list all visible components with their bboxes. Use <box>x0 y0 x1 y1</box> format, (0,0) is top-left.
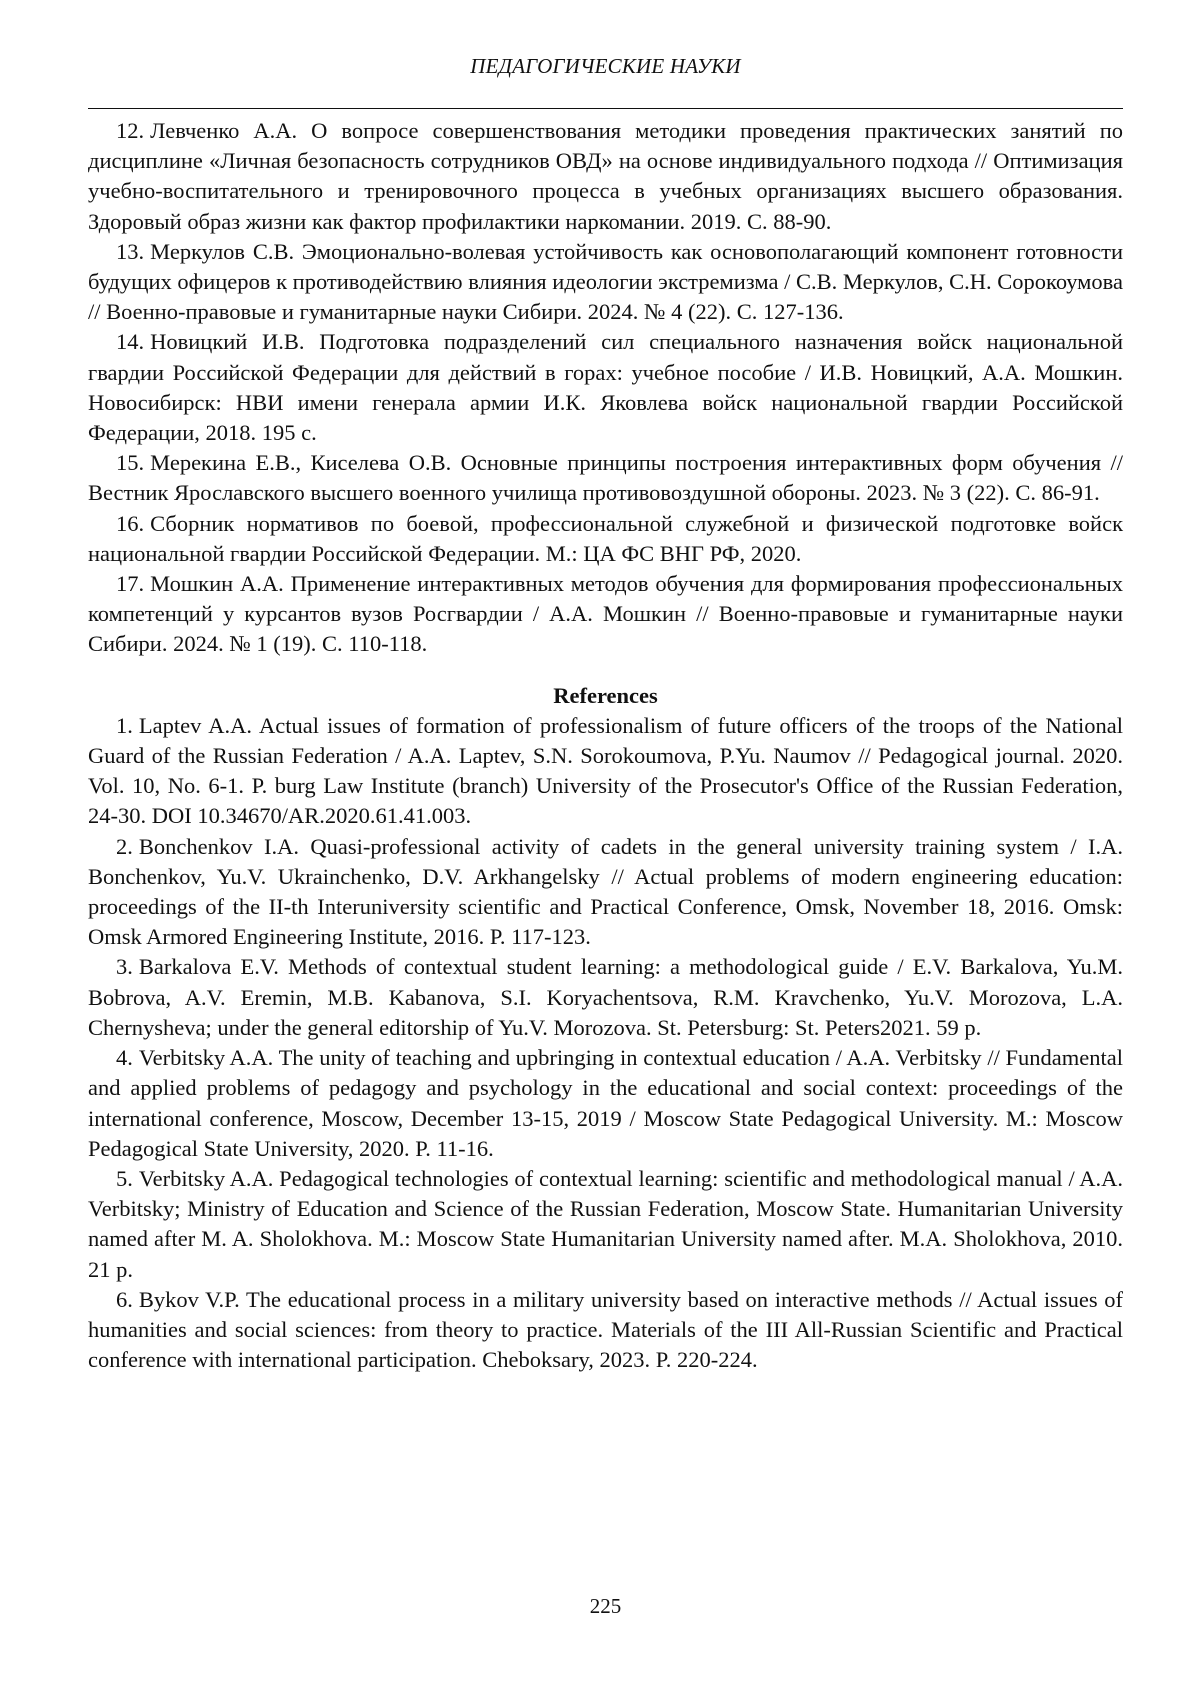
reference-item-3 <box>88 952 1123 1043</box>
reference-number: 1. <box>116 712 133 738</box>
reference-item-6 <box>88 1285 1123 1376</box>
running-head-title: ПЕДАГОГИЧЕСКИЕ НАУКИ <box>470 54 741 78</box>
reference-text: Bonchenkov I.A. Quasi-professional activity of cadets in the general university training system / I.A. Bonchenkov, Yu.V. Ukrainchenko, D.V. Arkhangelsky // Actual problems of modern engineering education: proceedings of the II-th Interuniversity scientific and Practical Conference, Omsk, November 18, 2016. Omsk: Omsk Armored Engineering Institute, 2016. P. 117-123. <box>88 833 1123 950</box>
russian-reference-list <box>88 116 1123 660</box>
reference-number: 14. <box>116 329 145 355</box>
reference-number: 6. <box>116 1286 133 1312</box>
reference-item-5 <box>88 1164 1123 1285</box>
reference-text: Мошкин А.А. Применение интерактивных методов обучения для формирования профессиональных компетенций у курсантов вузов Росгвардии / А.А. Мошкин // Военно-правовые и гуманитарные науки Сибири. 2024. № 1 (19). С. 110-118. <box>88 571 1123 657</box>
reference-item-13 <box>88 237 1123 328</box>
reference-number: 3. <box>116 954 133 980</box>
reference-number: 12. <box>116 118 145 143</box>
reference-item-12 <box>88 116 1123 237</box>
reference-number: 17. <box>116 571 145 597</box>
reference-number: 2. <box>116 833 133 859</box>
page-number: 225 <box>589 1594 622 1618</box>
reference-item-16 <box>88 509 1123 569</box>
reference-text: Сборник нормативов по боевой, профессиональной служебной и физической подготовке войск национальной гвардии Российской Федерации. М.: ЦА ФС ВНГ РФ, 2020. <box>88 510 1123 566</box>
references-heading: References <box>553 682 658 708</box>
reference-text: Левченко А.А. О вопросе совершенствования методики проведения практических занятий по дисциплине «Личная безопасность сотрудников ОВД» на основе индивидуального подхода // Оптимизация учебно-воспитательного и тренировочного процесса в учебных организациях высшего образования. Здоровый образ жизни как фактор профилактики наркомании. 2019. С. 88-90. <box>88 118 1123 234</box>
reference-text: Verbitsky A.A. Pedagogical technologies of contextual learning: scientific and methodological manual / A.A. Verbitsky; Ministry of Education and Science of the Russian Federation, Moscow State. Humanitarian University named after M. A. Sholokhova. M.: Moscow State Humanitarian University named after. M.A. Sholokhova, 2010. 21 p. <box>88 1165 1123 1282</box>
reference-text: Меркулов С.В. Эмоционально-волевая устойчивость как основополагающий компонент готовности будущих офицеров к противодействию влияния идеологии экстремизма / С.В. Меркулов, С.Н. Сорокоумова // Военно-правовые и гуманитарные науки Сибири. 2024. № 4 (22). С. 127-136. <box>88 238 1123 325</box>
page-body <box>88 116 1123 1375</box>
reference-text: Laptev A.A. Actual issues of formation of professionalism of future officers of the troops of the National Guard of the Russian Federation / A.A. Laptev, S.N. Sorokoumova, P.Yu. Naumov // Pedagogical journal. 2020. Vol. 10, No. 6-1. P. burg Law Institute (branch) University of the Prosecutor's Office of the Russian Federation, 24-30. DOI 10.34670/AR.2020.61.41.003. <box>88 712 1123 829</box>
reference-number: 5. <box>116 1165 133 1191</box>
header-divider <box>88 108 1123 109</box>
reference-number: 16. <box>116 510 145 536</box>
reference-item-1 <box>88 711 1123 832</box>
reference-number: 13. <box>116 238 145 264</box>
reference-text: Мерекина Е.В., Киселева О.В. Основные принципы построения интерактивных форм обучения // Вестник Ярославского высшего военного училища противовоздушной обороны. 2023. № 3 (22). С. 86-91. <box>88 450 1123 506</box>
reference-item-4 <box>88 1043 1123 1164</box>
reference-text: Bykov V.P. The educational process in a military university based on interactive methods // Actual issues of humanities and social sciences: from theory to practice. Materials of the III All-Russian Scientific and Practical conference with international participation. Cheboksary, 2023. P. 220-224. <box>88 1286 1123 1373</box>
reference-text: Barkalova E.V. Methods of contextual student learning: a methodological guide / E.V. Barkalova, Yu.M. Bobrova, A.V. Eremin, M.B. Kabanova, S.I. Koryachentsova, R.M. Kravchenko, Yu.V. Morozova, L.A. Chernysheva; under the general editorship of Yu.V. Morozova. St. Petersburg: St. Peters2021. 59 p. <box>88 954 1123 1040</box>
reference-item-14 <box>88 327 1123 448</box>
reference-number: 4. <box>116 1045 133 1071</box>
reference-item-17 <box>88 569 1123 660</box>
reference-item-2 <box>88 832 1123 953</box>
english-reference-list <box>88 711 1123 1375</box>
reference-text: Verbitsky A.A. The unity of teaching and upbringing in contextual education / A.A. Verbitsky // Fundamental and applied problems of pedagogy and psychology in the educational and social context: proceedings of the international conference, Moscow, December 13-15, 2019 / Moscow State Pedagogical University. M.: Moscow Pedagogical State University, 2020. P. 11-16. <box>88 1045 1123 1161</box>
reference-number: 15. <box>116 450 145 476</box>
reference-text: Новицкий И.В. Подготовка подразделений сил специального назначения войск национальной гвардии Российской Федерации для действий в горах: учебное пособие / И.В. Новицкий, А.А. Мошкин. Новосибирск: НВИ имени генерала армии И.К. Яковлева войск национальной гвардии Российской Федерации, 2018. 195 с. <box>88 329 1123 446</box>
reference-item-15 <box>88 448 1123 508</box>
